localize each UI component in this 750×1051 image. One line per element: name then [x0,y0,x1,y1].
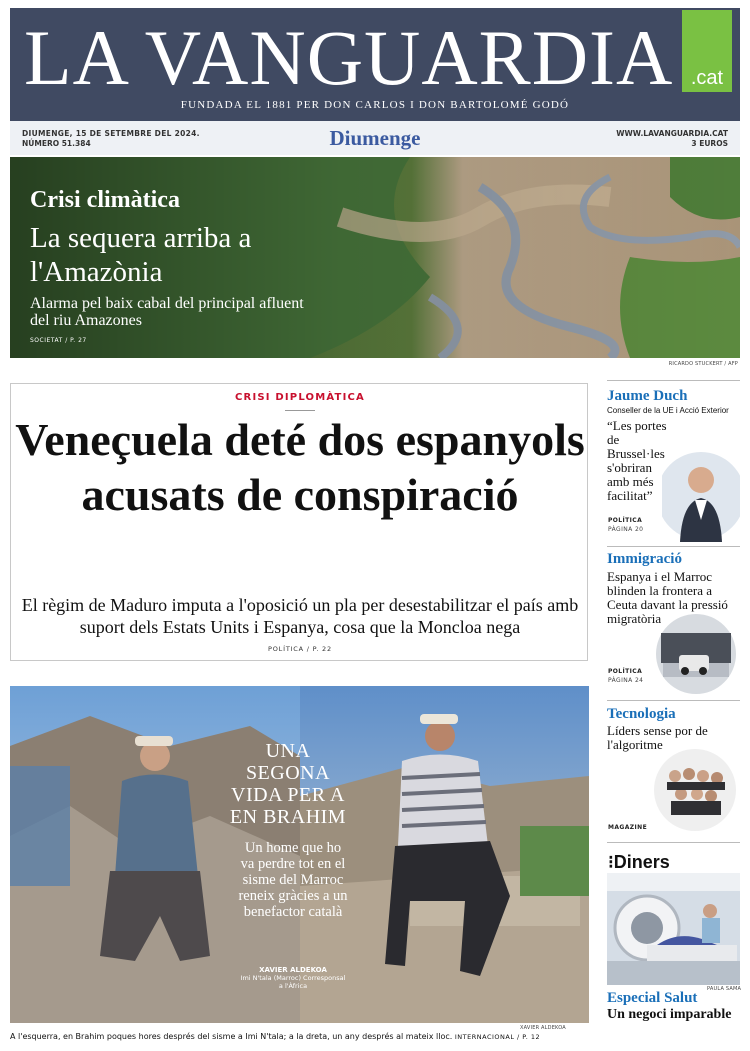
photo-credit-diners: PAULA SAMA [707,986,742,992]
main-story[interactable] [10,383,588,661]
sidebar-divider [607,380,740,381]
diners-logo[interactable] [608,852,670,873]
sidebar-divider [607,842,740,843]
photo-credit-top: RICARDO STUCKERT / AFP [668,361,738,367]
duch-page: PÀGINA 20 [608,526,644,533]
immigracio-text: Espanya i el Marroc blinden la frontera a Ceuta davant la pressió migratòria [607,569,728,626]
top-story-kicker: Crisi climàtica [30,187,180,213]
tecnologia-section[interactable]: MAGAZINE [608,824,648,831]
price: 3 EUROS [691,139,728,148]
sidebar-item-duch[interactable] [607,388,740,543]
diners-dot-icon: ⁝ [608,852,614,872]
duch-section[interactable]: POLÍTICA [608,517,643,524]
top-story-subhead: Alarma pel baix cabal del principal afluent del riu Amazones [30,295,304,329]
leaders-group-photo [653,748,737,832]
photo-story-headline[interactable]: UNA SEGONA VIDA PER A EN BRAHIM [229,740,347,828]
diners-logo-text: Diners [613,852,670,872]
sidebar-item-tecnologia[interactable] [607,706,740,836]
photo-story-deck: Un home que ho va perdre tot en el sisme del Marroc reneix gràcies a un benefactor català [238,840,348,920]
ceuta-border-photo [655,613,737,695]
top-story-headline[interactable]: La sequera arriba a l'Amazònia [30,222,252,288]
photo-story-byline [238,966,348,990]
main-story-kicker: CRISI DIPLOMÀTICA [235,392,365,403]
tecnologia-title[interactable]: Tecnologia [607,706,676,722]
date-bar [10,121,740,155]
tecnologia-text: Líders sense por de l'algoritme [607,723,708,752]
issue-number: NÚMERO 51.384 [22,139,91,148]
kicker-rule [285,410,315,411]
tld-label: .cat [690,67,724,89]
photo-caption-section[interactable]: INTERNACIONAL / P. 12 [454,1033,541,1041]
sidebar-divider [607,700,740,701]
immigracio-title[interactable]: Immigració [607,551,682,567]
photo-story-author: XAVIER ALDEKOA [259,966,327,974]
founded-line: FUNDADA EL 1881 PER DON CARLOS I DON BARTOLOMÉ GODÓ [180,99,570,111]
duch-portrait [662,450,740,542]
top-story[interactable] [10,157,740,358]
sidebar-divider [607,546,740,547]
newspaper-title[interactable]: LA VANGUARDIA [24,14,674,101]
immigracio-page: PÀGINA 24 [608,677,644,684]
duch-quote: “Les portes de Brussel·les s'obriran amb més facilitat” [607,418,667,503]
immigracio-section[interactable]: POLÍTICA [608,668,643,675]
photo-caption-text: A l'esquerra, en Brahim poques hores després del sisme a Imi N'tala; a la dreta, un any després al mateix lloc. [10,1032,453,1041]
diners-text: Un negoci imparable [607,1007,732,1022]
edition-name: Diumenge [329,126,421,150]
diners-title[interactable]: Especial Salut [607,990,698,1006]
cat-badge [682,10,732,92]
main-story-headline[interactable]: Veneçuela deté dos espanyols acusats de conspiració [15,414,585,520]
website[interactable]: WWW.LAVANGUARDIA.CAT [616,129,728,138]
hospital-photo [607,873,740,985]
top-story-section[interactable]: SOCIETAT / P. 27 [30,337,87,344]
main-story-section[interactable]: POLÍTICA / P. 22 [268,645,332,653]
photo-story[interactable] [10,686,589,1023]
photo-caption [10,1032,590,1041]
masthead [10,8,740,121]
duch-title[interactable]: Jaume Duch [607,388,688,404]
photo-story-author-role: Imi N'tala (Marroc) Corresponsal a l'Àfrica [240,974,346,990]
photo-credit-bottom: XAVIER ALDEKOA [520,1025,566,1031]
duch-role: Conseller de la UE i Acció Exterior [607,406,729,415]
sidebar-item-immigracio[interactable] [607,551,740,689]
issue-date: DIUMENGE, 15 DE SETEMBRE DEL 2024. [22,129,200,138]
main-story-deck: El règim de Maduro imputa a l'oposició un pla per desestabilitzar el país amb suport dels Estats Units i Espanya, cosa que la Moncloa nega [21,595,579,637]
sidebar-item-diners[interactable] [607,990,740,1022]
